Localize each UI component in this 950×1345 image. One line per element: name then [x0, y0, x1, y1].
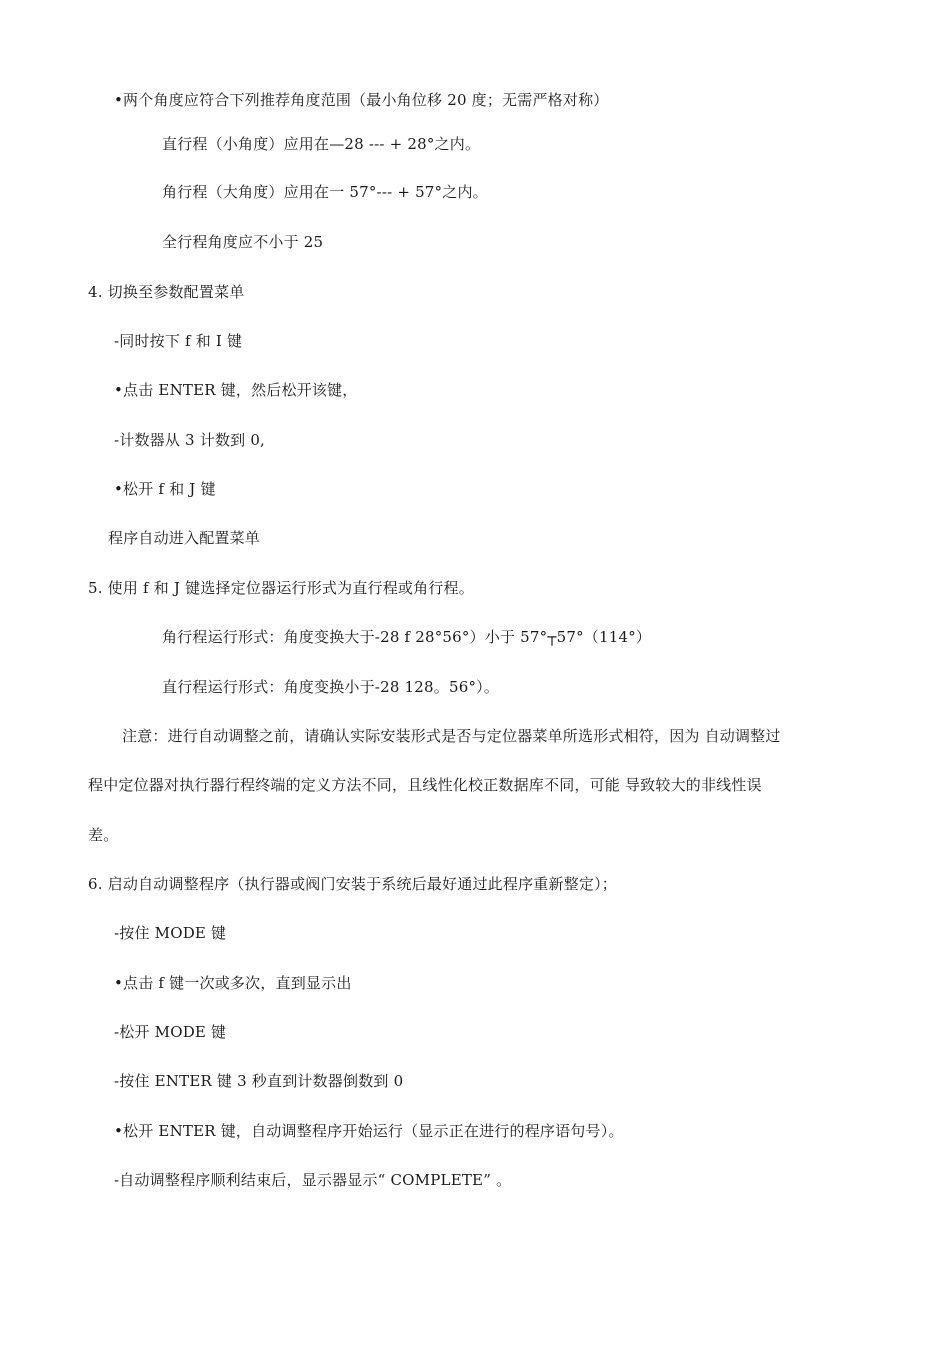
angular-stroke-range: 角行程（大角度）应用在一 57°--- + 57°之内。: [162, 183, 488, 201]
step-6-hold-enter: -按住 ENTER 键 3 秒直到计数器倒数到 0: [114, 1072, 404, 1090]
step-4-heading: 4. 切换至参数配置菜单: [88, 283, 245, 301]
note-line-2: 程中定位器对执行器行程终端的定义方法不同，且线性化校正数据库不同，可能 导致较大的非线性误: [88, 776, 762, 794]
note-line-1: 注意：进行自动调整之前，请确认实际安装形式是否与定位器菜单所选形式相符，因为 自动调整过: [122, 727, 781, 745]
step-6-complete: -自动调整程序顺利结束后，显示器显示“ COMPLETE” 。: [114, 1171, 512, 1189]
step-6-heading: 6. 启动自动调整程序（执行器或阀门安装于系统后最好通过此程序重新整定）；: [88, 875, 617, 893]
step-5-heading: 5. 使用 f 和 J 键选择定位器运行形式为直行程或角行程。: [88, 579, 474, 597]
step-5-angular-mode: 角行程运行形式：角度变换大于-28 f 28°56°）小于 57°┬57°（114°）: [162, 628, 652, 646]
step-4-release-keys: •松开 f 和 J 键: [114, 480, 216, 498]
step-4-enter-config: 程序自动进入配置菜单: [108, 529, 261, 547]
step-6-click-f: •点击 f 键一次或多次，直到显示出: [114, 974, 352, 992]
step-4-click-enter: •点击 ENTER 键，然后松开该键，: [114, 381, 358, 399]
step-4-press-keys: -同时按下 f 和 I 键: [114, 332, 243, 350]
full-stroke-angle: 全行程角度应不小于 25: [162, 233, 324, 251]
step-6-release-mode: -松开 MODE 键: [114, 1023, 227, 1041]
note-line-3: 差。: [88, 826, 119, 844]
linear-stroke-range: 直行程（小角度）应用在—28 --- + 28°之内。: [162, 135, 481, 153]
step-4-counter: -计数器从 3 计数到 0,: [114, 431, 266, 449]
step-6-release-enter: •松开 ENTER 键，自动调整程序开始运行（显示正在进行的程序语句号）。: [114, 1122, 624, 1140]
step-6-hold-mode: -按住 MODE 键: [114, 924, 227, 942]
step-5-linear-mode: 直行程运行形式：角度变换小于-28 128。56°）。: [162, 678, 500, 696]
angle-range-bullet: •两个角度应符合下列推荐角度范围（最小角位移 20 度；无需严格对称）: [114, 91, 609, 109]
